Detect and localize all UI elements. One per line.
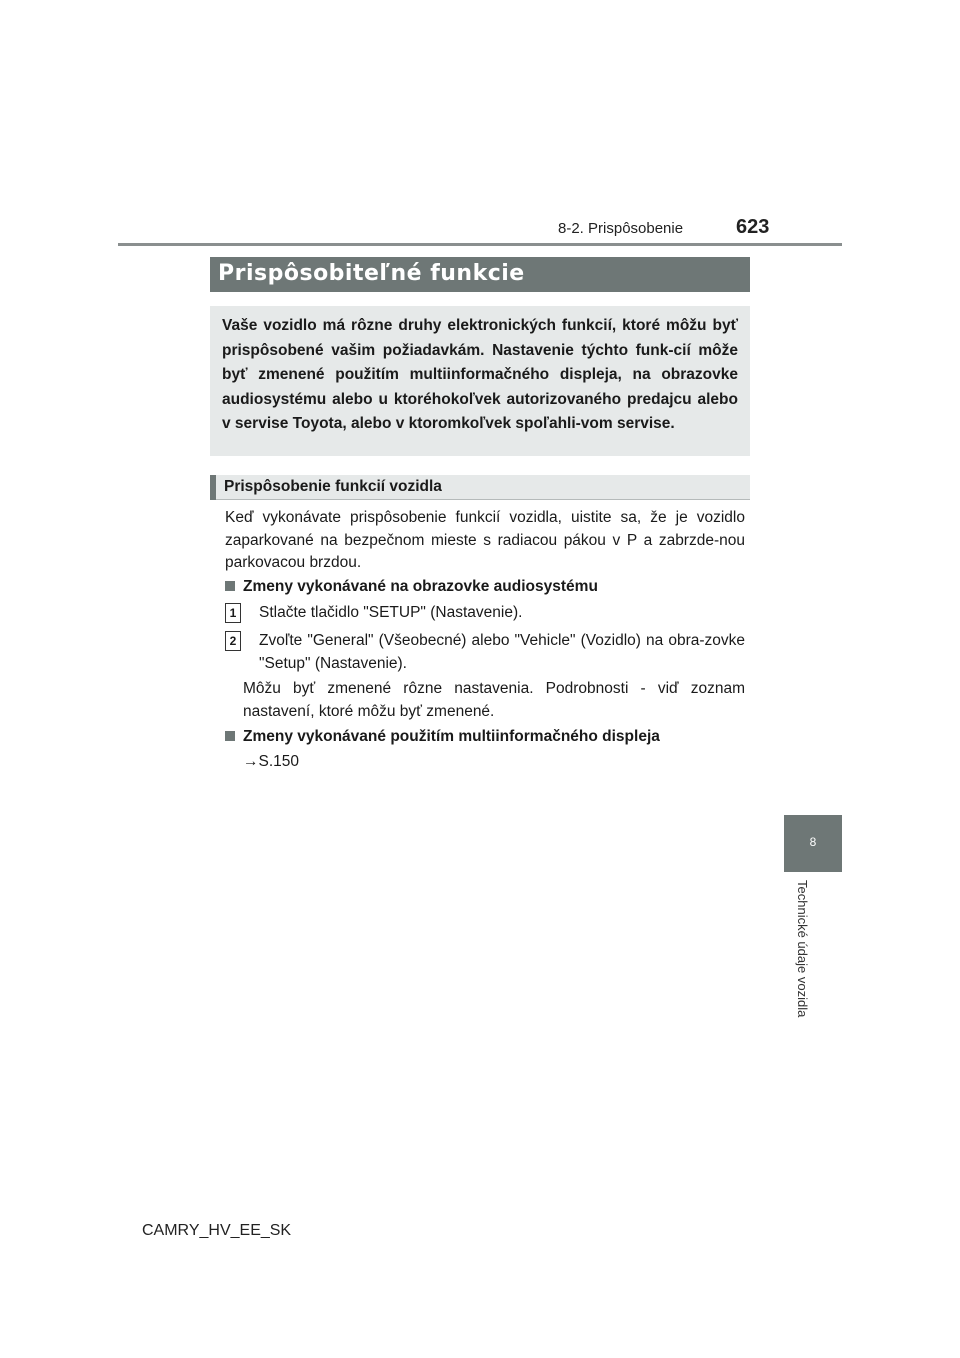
- subheading-marker: [210, 475, 216, 500]
- bullet-heading-text: Zmeny vykonávané na obrazovke audiosystému: [243, 578, 598, 595]
- subheading: Prispôsobenie funkcií vozidla: [224, 478, 442, 495]
- chapter-number: 8: [809, 835, 817, 849]
- document-code: CAMRY_HV_EE_SK: [142, 1222, 292, 1239]
- bullet-heading-display: [225, 728, 660, 746]
- page-number: 623: [736, 216, 770, 238]
- intro-text: Vaše vozidlo má rôzne druhy elektronických funkcií, ktoré môžu byť prispôsobené vašim požiadavkám. Nastavenie týchto funk-cií môže byť zmenené použitím multiinformačného displeja, na obrazovke audiosystému alebo u ktoréhokoľvek autorizovaného predajcu alebo v servise Toyota, alebo v ktoromkoľvek spoľahli-vom servise.: [222, 317, 738, 432]
- square-bullet-icon: [225, 731, 235, 741]
- step-text-1: Stlačte tlačidlo "SETUP" (Nastavenie).: [259, 604, 523, 621]
- subheading-bar: [210, 475, 750, 500]
- chapter-tab: [784, 815, 842, 872]
- bullet-heading-text: Zmeny vykonávané použitím multiinformačného displeja: [243, 728, 660, 745]
- square-bullet-icon: [225, 581, 235, 591]
- page-title-bar: [210, 257, 750, 292]
- header-divider: [118, 243, 842, 246]
- page-reference-link[interactable]: →S.150: [243, 753, 300, 770]
- step-number-1: 1: [225, 603, 241, 623]
- intro-box: [210, 306, 750, 456]
- step-number-2: 2: [225, 631, 241, 651]
- page-title: Prispôsobiteľné funkcie: [218, 261, 525, 286]
- paragraph-intro: Keď vykonávate prispôsobenie funkcií vozidla, uistite sa, že je vozidlo zaparkované na bezpečnom mieste s radiacou pákou v P a zabrzde-nou parkovacou brzdou.: [225, 509, 745, 571]
- section-reference: 8-2. Prispôsobenie: [558, 220, 684, 237]
- step-text-2: Zvoľte "General" (Všeobecné) alebo "Vehicle" (Vozidlo) na obra-zovke "Setup" (Nastavenie).: [259, 632, 745, 672]
- settings-note: Môžu byť zmenené rôzne nastavenia. Podrobnosti - viď zoznam nastavení, ktoré môžu byť zmenené.: [243, 680, 745, 720]
- bullet-heading-audio: [225, 578, 598, 596]
- chapter-label: Technické údaje vozidla: [795, 880, 810, 1018]
